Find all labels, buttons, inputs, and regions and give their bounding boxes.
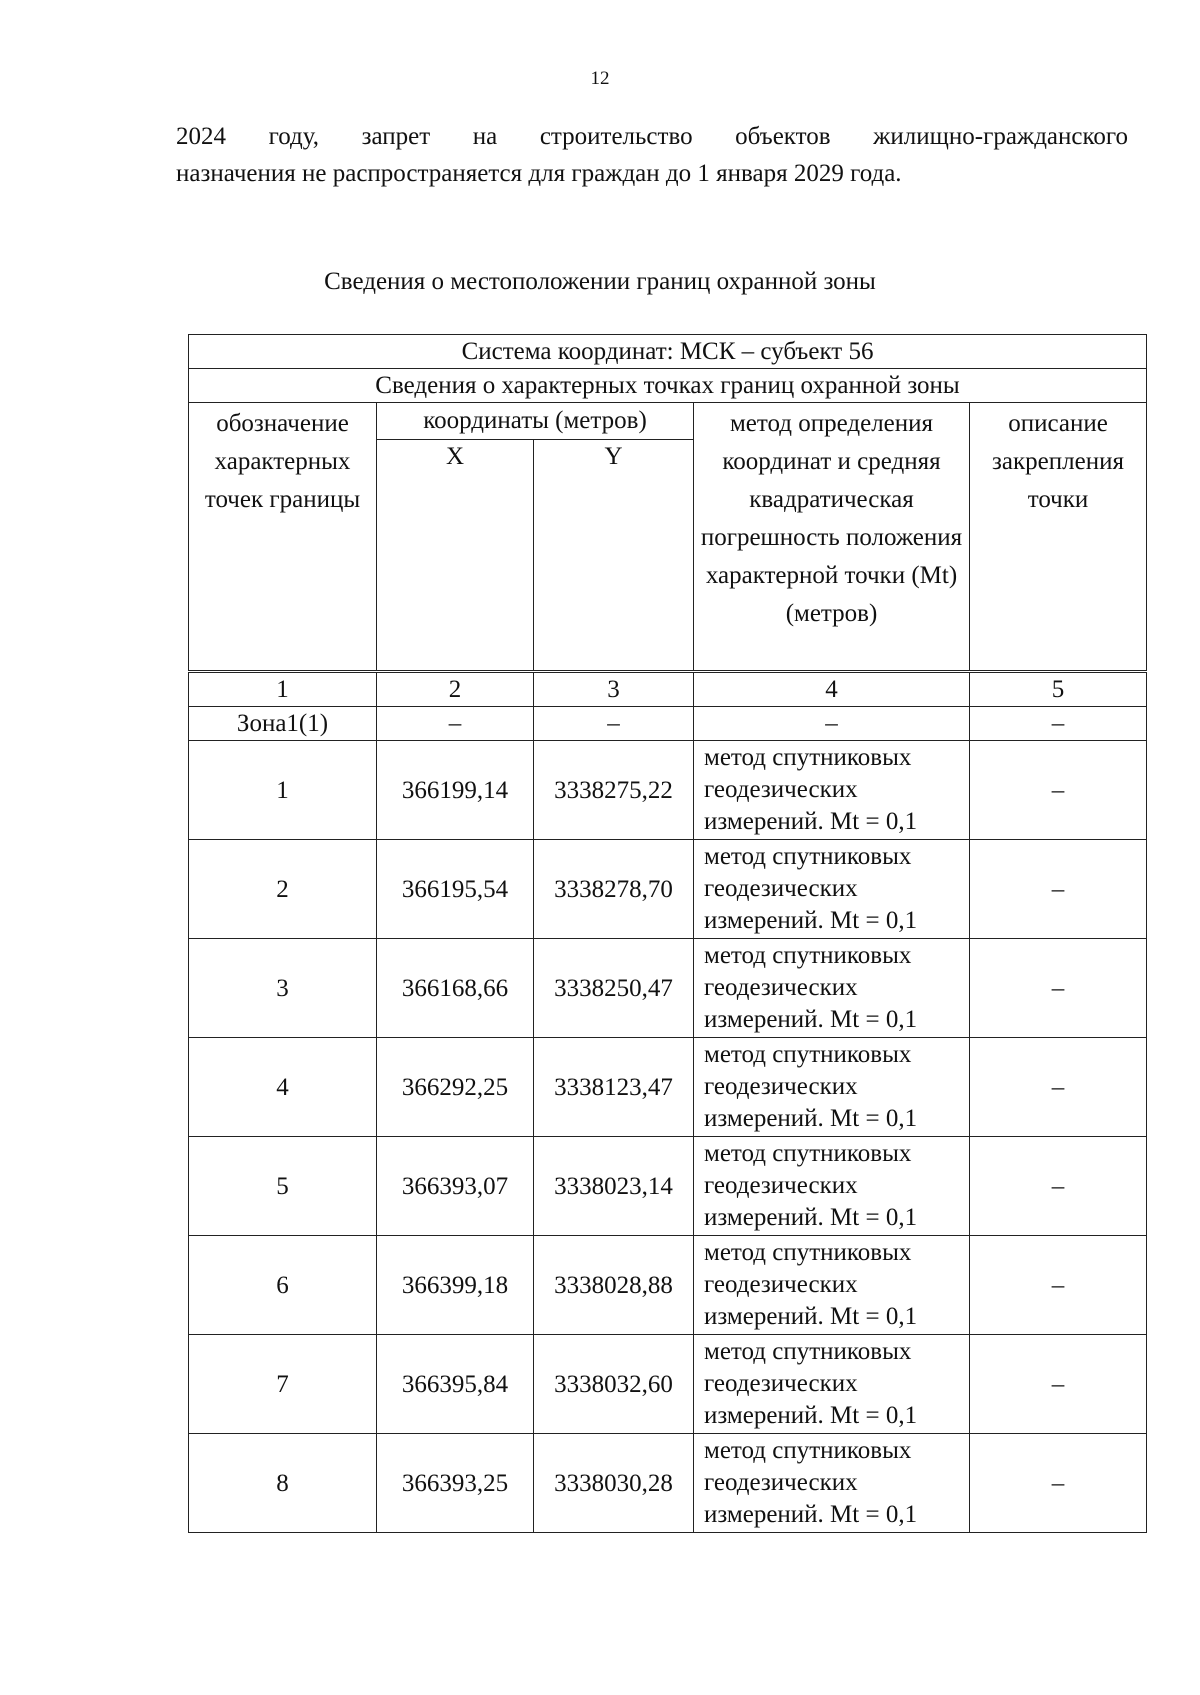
zone-x: – — [377, 707, 534, 741]
zone-label: Зона1(1) — [189, 707, 377, 741]
method-cell: метод спутниковых геодезических измерений. Mt = 0,1 — [694, 1137, 970, 1236]
y-coordinate-cell: 3338032,60 — [534, 1335, 694, 1434]
zone-y: – — [534, 707, 694, 741]
header-x: X — [377, 440, 534, 672]
coordinate-system-cell: Система координат: МСК – субъект 56 — [189, 335, 1147, 369]
description-cell: – — [970, 1335, 1147, 1434]
x-coordinate-cell: 366395,84 — [377, 1335, 534, 1434]
y-coordinate-cell: 3338030,28 — [534, 1434, 694, 1533]
method-cell: метод спутниковых геодезических измерений. Mt = 0,1 — [694, 1038, 970, 1137]
y-coordinate-cell: 3338023,14 — [534, 1137, 694, 1236]
column-numbers-row — [189, 672, 1147, 707]
point-number-cell: 3 — [189, 939, 377, 1038]
method-cell: метод спутниковых геодезических измерений. Mt = 0,1 — [694, 939, 970, 1038]
method-cell: метод спутниковых геодезических измерений. Mt = 0,1 — [694, 1335, 970, 1434]
column-number: 1 — [189, 672, 377, 707]
coordinates-table — [188, 334, 1147, 1533]
y-coordinate-cell: 3338028,88 — [534, 1236, 694, 1335]
column-number: 3 — [534, 672, 694, 707]
x-coordinate-cell: 366168,66 — [377, 939, 534, 1038]
point-number-cell: 4 — [189, 1038, 377, 1137]
description-cell: – — [970, 939, 1147, 1038]
table-row — [189, 1236, 1147, 1335]
table-row — [189, 1335, 1147, 1434]
point-number-cell: 2 — [189, 840, 377, 939]
table-row — [189, 1137, 1147, 1236]
y-coordinate-cell: 3338275,22 — [534, 741, 694, 840]
y-coordinate-cell: 3338278,70 — [534, 840, 694, 939]
zone-method: – — [694, 707, 970, 741]
description-cell: – — [970, 1434, 1147, 1533]
method-cell: метод спутниковых геодезических измерений. Mt = 0,1 — [694, 741, 970, 840]
description-cell: – — [970, 1236, 1147, 1335]
header-coordinates: координаты (метров) — [377, 403, 694, 440]
table-row — [189, 840, 1147, 939]
point-number-cell: 7 — [189, 1335, 377, 1434]
header-method: метод определения координат и средняя квадратическая погрешность положения характерной точки (Mt) (метров) — [694, 403, 970, 672]
x-coordinate-cell: 366195,54 — [377, 840, 534, 939]
description-cell: – — [970, 840, 1147, 939]
x-coordinate-cell: 366292,25 — [377, 1038, 534, 1137]
table-row — [189, 1434, 1147, 1533]
header-description: описание закрепления точки — [970, 403, 1147, 672]
point-number-cell: 8 — [189, 1434, 377, 1533]
intro-paragraph — [176, 118, 1128, 192]
y-coordinate-cell: 3338250,47 — [534, 939, 694, 1038]
table-row — [189, 741, 1147, 840]
column-number: 4 — [694, 672, 970, 707]
method-cell: метод спутниковых геодезических измерений. Mt = 0,1 — [694, 840, 970, 939]
y-coordinate-cell: 3338123,47 — [534, 1038, 694, 1137]
method-cell: метод спутниковых геодезических измерений. Mt = 0,1 — [694, 1434, 970, 1533]
description-cell: – — [970, 741, 1147, 840]
x-coordinate-cell: 366399,18 — [377, 1236, 534, 1335]
info-row — [189, 369, 1147, 403]
x-coordinate-cell: 366199,14 — [377, 741, 534, 840]
method-cell: метод спутниковых геодезических измерений. Mt = 0,1 — [694, 1236, 970, 1335]
header-y: Y — [534, 440, 694, 672]
page-number: 12 — [590, 68, 610, 89]
point-number-cell: 6 — [189, 1236, 377, 1335]
header-row-1 — [189, 403, 1147, 440]
zone-description: – — [970, 707, 1147, 741]
column-number: 5 — [970, 672, 1147, 707]
point-number-cell: 1 — [189, 741, 377, 840]
system-row — [189, 335, 1147, 369]
info-cell: Сведения о характерных точках границ охранной зоны — [189, 369, 1147, 403]
column-number: 2 — [377, 672, 534, 707]
intro-line-2: назначения не распространяется для граждан до 1 января 2029 года. — [176, 160, 902, 187]
table-row — [189, 1038, 1147, 1137]
x-coordinate-cell: 366393,07 — [377, 1137, 534, 1236]
description-cell: – — [970, 1038, 1147, 1137]
table-row — [189, 939, 1147, 1038]
intro-line-1: 2024 году, запрет на строительство объектов жилищно-гражданского — [176, 123, 1128, 150]
description-cell: – — [970, 1137, 1147, 1236]
point-number-cell: 5 — [189, 1137, 377, 1236]
zone-row — [189, 707, 1147, 741]
section-title: Сведения о местоположении границ охранной зоны — [324, 268, 876, 295]
x-coordinate-cell: 366393,25 — [377, 1434, 534, 1533]
header-point-designation: обозначение характерных точек границы — [189, 403, 377, 672]
